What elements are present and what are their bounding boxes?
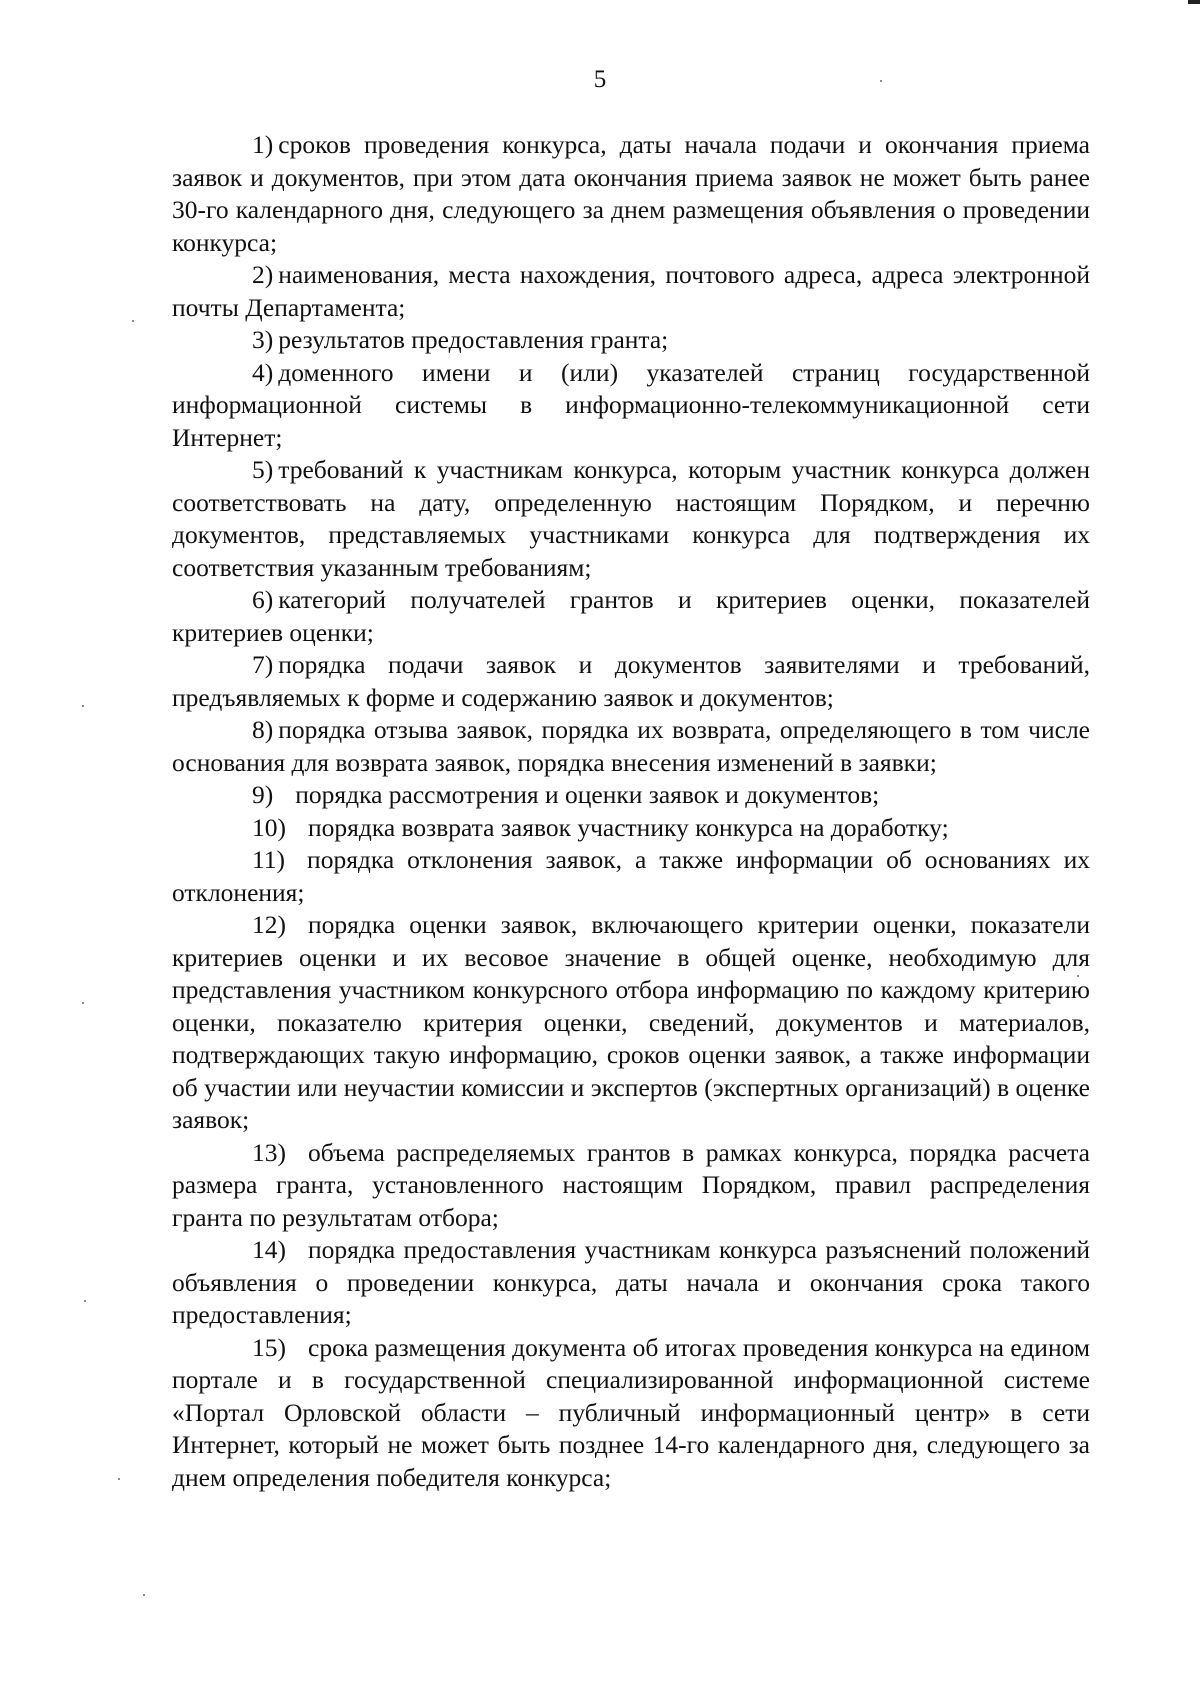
scan-corner-mark [1188,0,1200,4]
item-text: порядка возврата заявок участнику конкурса на доработку; [308,812,949,842]
list-item [172,324,1090,357]
item-number: 5) [252,455,274,484]
item-text: наименования, места нахождения, почтового адреса, адреса электронной почты Департамента; [172,260,1090,322]
scan-speck [82,705,84,707]
item-text: порядка подачи заявок и документов заявителями и требований, предъявляемых к форме и содержанию заявок и документов; [172,650,1090,712]
item-number: 15) [252,1332,286,1362]
item-number: 7) [252,650,274,679]
scan-speck [84,1300,86,1302]
item-text: порядка предоставления участникам конкурса разъяснений положений объявления о проведении конкурса, даты начала и окончания срока такого предоставления; [172,1235,1090,1329]
document-body [172,129,1090,1494]
item-number: 6) [252,585,274,614]
list-item [172,909,1090,1137]
item-number: 1) [252,130,274,159]
item-number: 12) [252,910,286,939]
scan-speck [132,320,134,322]
item-text: срока размещения документа об итогах проведения конкурса на едином портале и в государственной специализированной информационной системе «Портал Орловской области – публичный информационный центр» в сети Интернет, который не может быть позднее 14-го календарного дня, следующего за днем определения победителя конкурса; [172,1332,1090,1492]
list-item [172,779,1090,812]
list-item [172,812,1090,845]
list-item [172,1234,1090,1332]
list-item [172,1332,1090,1495]
item-number: 10) [252,812,286,842]
page-number: 5 [593,66,607,93]
item-text: порядка оценки заявок, включающего критерии оценки, показатели критериев оценки и их весовое значение в общей оценке, необходимую для представления участником конкурсного отбора информацию по каждому критерию оценки, показателю критерия оценки, сведений, документов и материалов, подтверждающих такую информацию, сроков оценки заявок, а также информации об участии или неучастии комиссии и экспертов (экспертных организаций) в оценке заявок; [172,910,1090,1134]
list-item [172,844,1090,909]
item-text: доменного имени и (или) указателей страниц государственной информационной системы в информационно-телекоммуникационной сети Интернет; [172,357,1090,452]
scan-speck [143,1594,145,1596]
item-number: 4) [252,357,274,387]
item-text: порядка рассмотрения и оценки заявок и документов; [295,780,880,809]
item-number: 13) [252,1137,286,1167]
list-item [172,714,1090,779]
item-text: требований к участникам конкурса, которым участник конкурса должен соответствовать на дату, определенную настоящим Порядком, и перечню документов, представляемых участниками конкурса для подтверждения их соответствия указанным требованиям; [172,455,1090,582]
item-text: объема распределяемых грантов в рамках конкурса, порядка расчета размера гранта, установленного настоящим Порядком, правил распределения гранта по результатам отбора; [172,1137,1090,1232]
list-item [172,357,1090,455]
scan-speck [82,1002,84,1004]
item-text: порядка отзыва заявок, порядка их возврата, определяющего в том числе основания для возврата заявок, порядка внесения изменений в заявки; [172,715,1090,777]
item-number: 9) [252,780,274,809]
list-item [172,649,1090,714]
item-text: категорий получателей грантов и критериев оценки, показателей критериев оценки; [172,585,1090,647]
scan-speck [118,1478,120,1480]
item-number: 11) [252,845,286,874]
list-item [172,1137,1090,1235]
item-number: 2) [252,260,274,289]
list-item [172,129,1090,259]
item-number: 14) [252,1235,286,1264]
item-text: результатов предоставления гранта; [278,325,669,354]
item-text: порядка отклонения заявок, а также информации об основаниях их отклонения; [172,845,1090,907]
item-number: 3) [252,325,274,354]
list-item [172,454,1090,584]
list-item [172,584,1090,649]
list-item [172,259,1090,324]
item-number: 8) [252,715,274,744]
item-text: сроков проведения конкурса, даты начала подачи и окончания приема заявок и документов, при этом дата окончания приема заявок не может быть ранее 30-го календарного дня, следующего за днем размещения объявления о проведении конкурса; [172,130,1090,257]
